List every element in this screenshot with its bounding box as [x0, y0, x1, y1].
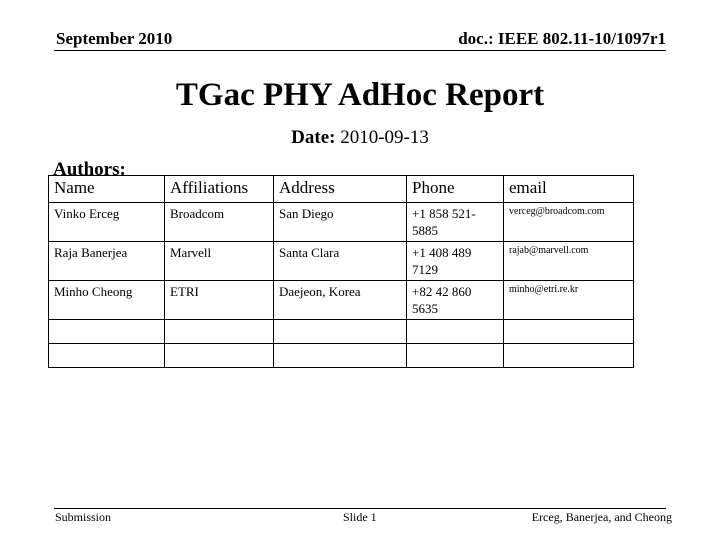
author-phone: +82 42 860 5635	[407, 281, 504, 320]
authors-table	[48, 175, 634, 368]
table-row-empty	[49, 320, 634, 344]
column-header-address: Address	[274, 176, 407, 203]
footer-divider	[54, 508, 666, 509]
empty-cell	[407, 320, 504, 344]
author-email: verceg@broadcom.com	[504, 203, 634, 242]
date-label: Date:	[291, 127, 336, 148]
table-row	[49, 281, 634, 320]
empty-cell	[504, 320, 634, 344]
date-line	[0, 127, 720, 149]
header-doc-id: doc.: IEEE 802.11-10/1097r1	[458, 29, 666, 48]
author-email: minho@etri.re.kr	[504, 281, 634, 320]
author-phone: +1 858 521-5885	[407, 203, 504, 242]
header-divider	[54, 50, 666, 51]
empty-cell	[407, 344, 504, 368]
empty-cell	[504, 344, 634, 368]
empty-cell	[274, 344, 407, 368]
author-address: Daejeon, Korea	[274, 281, 407, 320]
table-row	[49, 242, 634, 281]
author-address: San Diego	[274, 203, 407, 242]
authors-heading: Authors:	[53, 159, 126, 180]
footer-slide-number: Slide 1	[343, 510, 377, 524]
author-name: Raja Banerjea	[49, 242, 165, 281]
footer-submission: Submission	[55, 510, 112, 524]
empty-cell	[165, 344, 274, 368]
slide-title: TGac PHY AdHoc Report	[175, 77, 545, 113]
column-header-affiliations: Affiliations	[165, 176, 274, 203]
author-name: Vinko Erceg	[49, 203, 165, 242]
author-email: rajab@marvell.com	[504, 242, 634, 281]
author-affiliation: Broadcom	[165, 203, 274, 242]
table-header-row	[49, 176, 634, 203]
empty-cell	[165, 320, 274, 344]
empty-cell	[49, 320, 165, 344]
footer-authors: Erceg, Banerjea, and Cheong	[531, 510, 672, 524]
empty-cell	[274, 320, 407, 344]
header-date: September 2010	[56, 29, 173, 48]
author-affiliation: ETRI	[165, 281, 274, 320]
empty-cell	[49, 344, 165, 368]
date-value: 2010-09-13	[340, 127, 429, 148]
column-header-email: email	[504, 176, 634, 203]
author-phone: +1 408 489 7129	[407, 242, 504, 281]
author-affiliation: Marvell	[165, 242, 274, 281]
column-header-phone: Phone	[407, 176, 504, 203]
column-header-name: Name	[49, 176, 165, 203]
table-row-empty	[49, 344, 634, 368]
author-address: Santa Clara	[274, 242, 407, 281]
table-row	[49, 203, 634, 242]
author-name: Minho Cheong	[49, 281, 165, 320]
